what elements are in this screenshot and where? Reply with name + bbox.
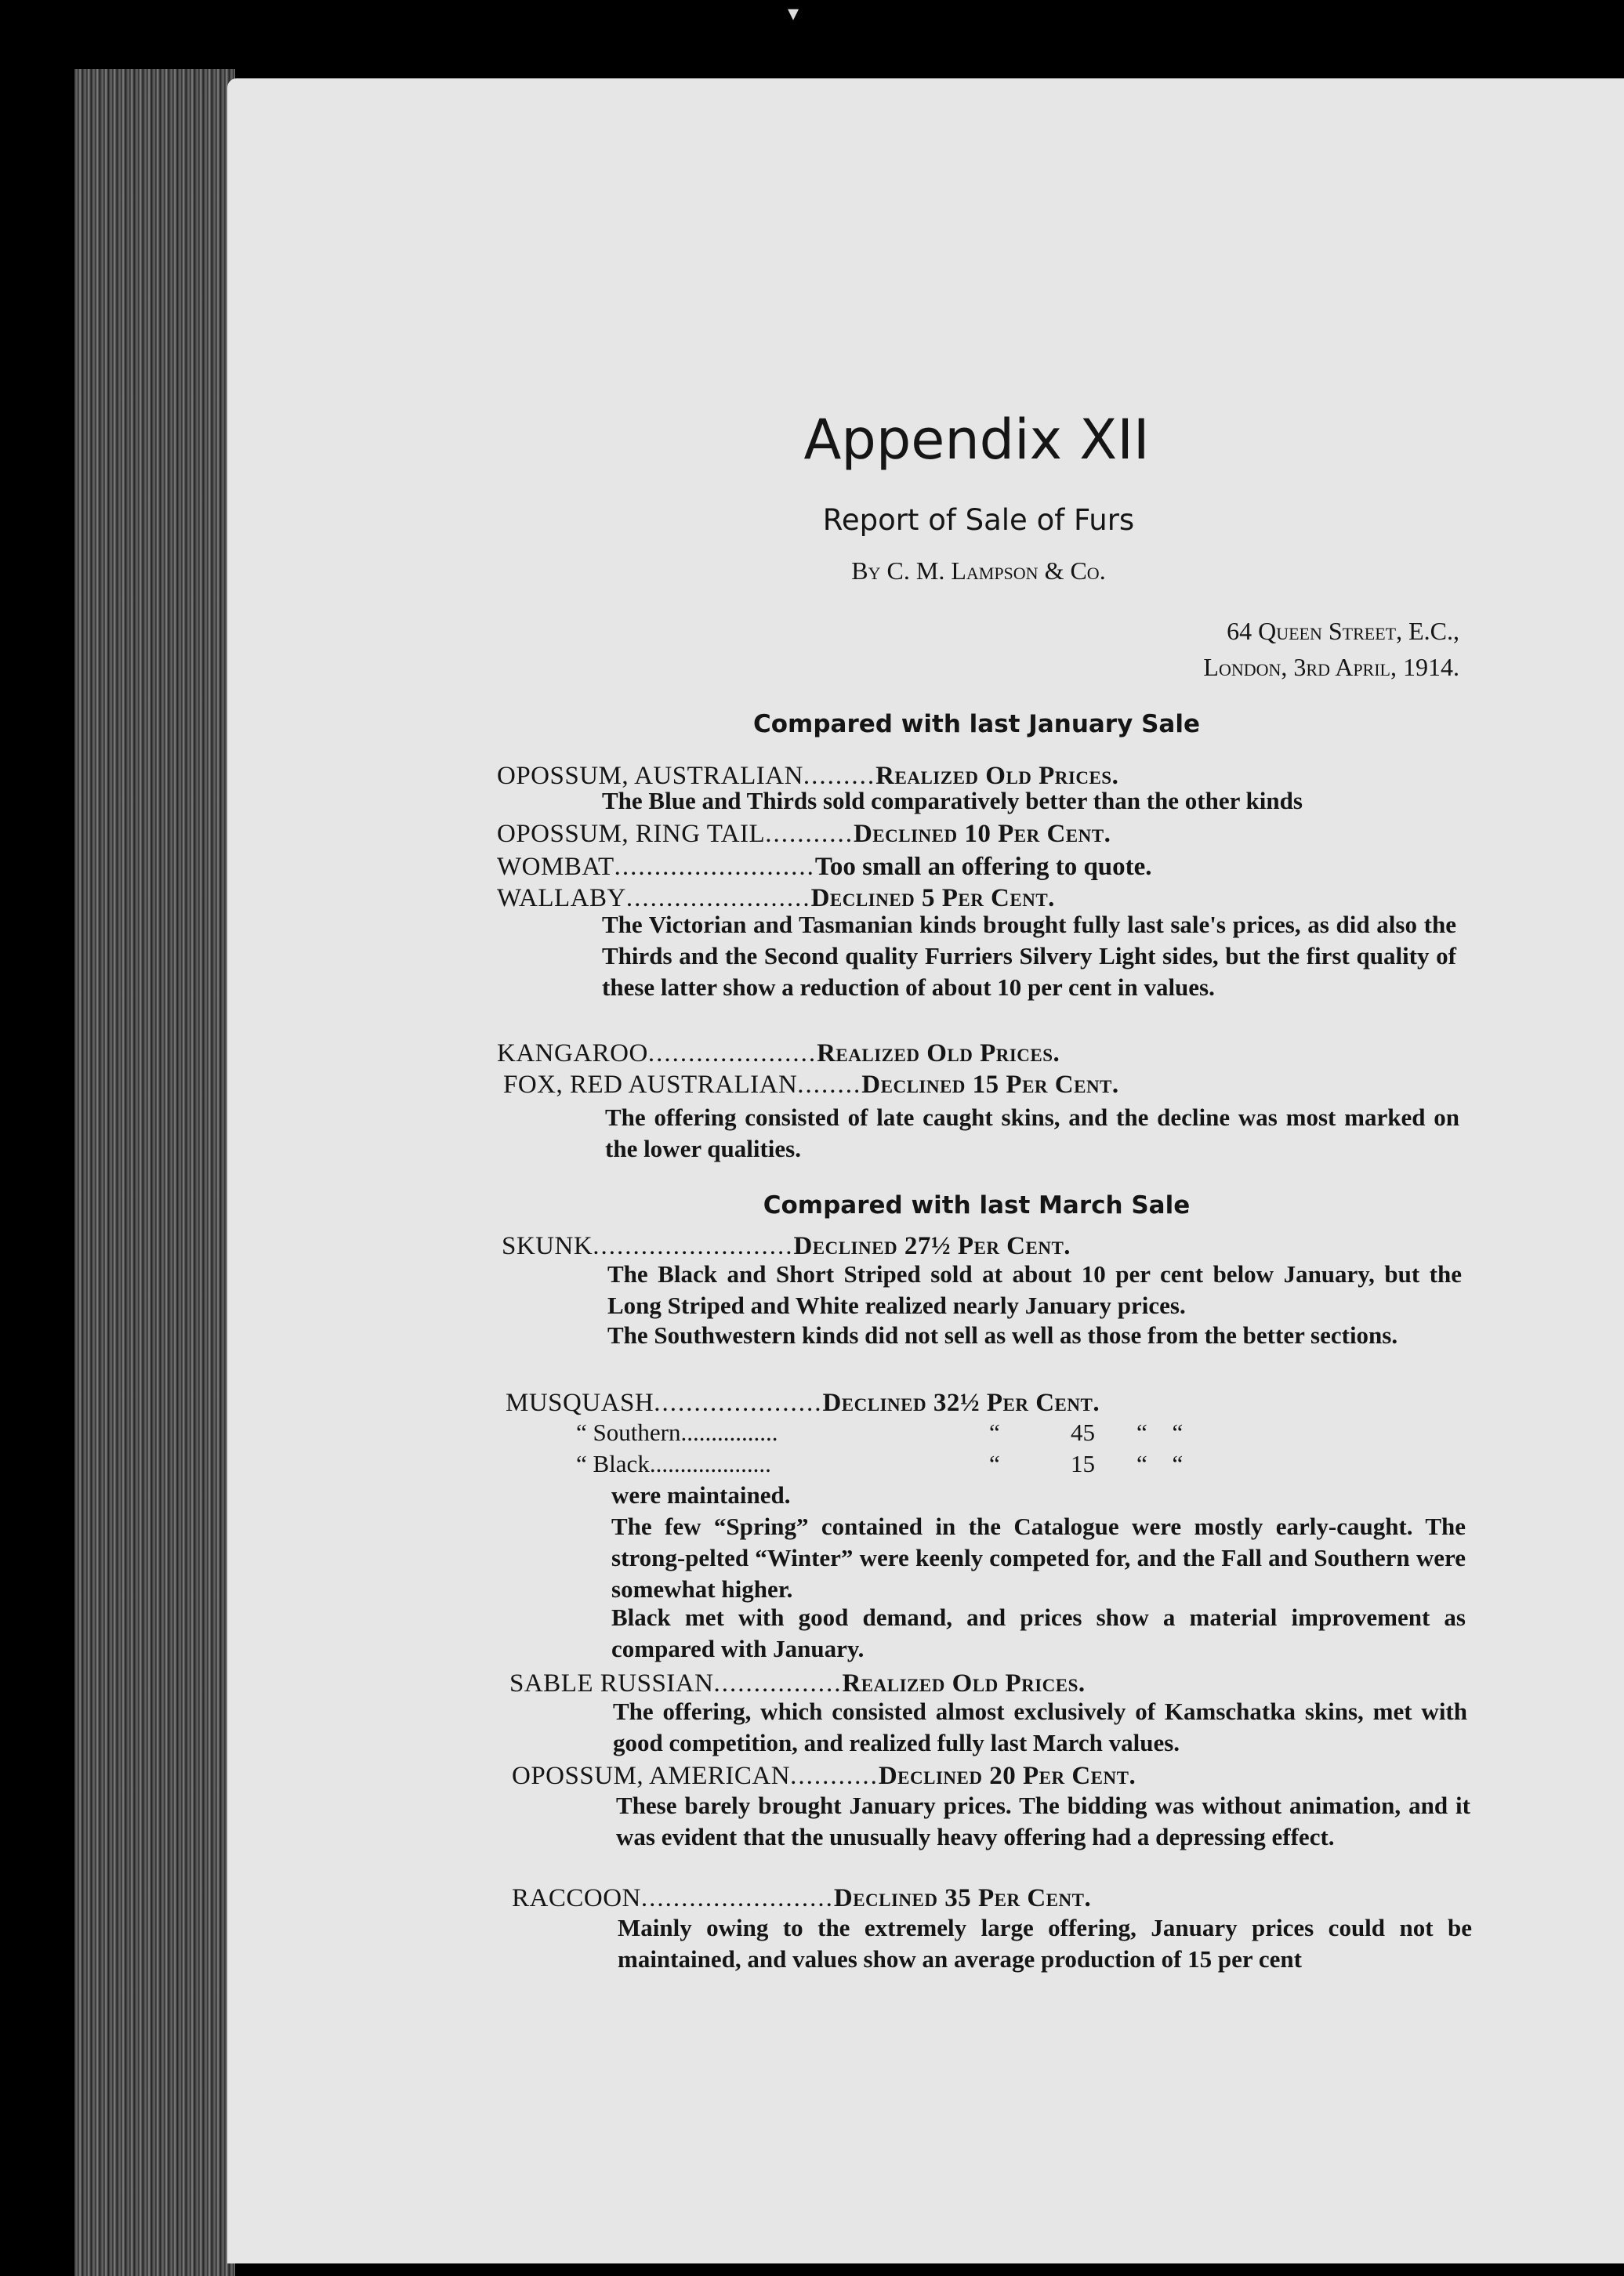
fur-name: WALLABY [497,884,626,912]
leader-dots: ..................... [647,1039,817,1067]
fur-name: OPOSSUM, RING TAIL [497,820,766,848]
leader-dots: ........................ [640,1884,834,1912]
report-byline: By C. M. Lampson & Co. [851,556,1106,585]
fur-note: The offering consisted of late caught skins, and the decline was most marked on the lower qualities. [605,1104,1459,1162]
book-page-edge [74,69,235,2276]
sub-label: “ Southern [576,1419,681,1446]
fur-note: The Black and Short Striped sold at about 10 per cent below January, but the Long Striped and White realized nearly January prices. [607,1260,1462,1319]
fur-name: SKUNK [502,1232,593,1260]
fur-note: The offering, which consisted almost exclusively of Kamschatka skins, met with good competition, and realized fully last March values. [613,1698,1467,1756]
appendix-title: Appendix XII [803,408,1150,472]
address-line-2: London, 3rd April, 1914. [1203,653,1459,681]
fur-note: The Southwestern kinds did not sell as well as those from the better sections. [607,1321,1398,1349]
leader-dots: ........ [797,1071,862,1099]
fur-note: These barely brought January prices. The bidding was without animation, and it was evident that the unusually heavy offering had a depressing effect. [616,1792,1470,1850]
fur-note: Mainly owing to the extremely large offering, January prices could not be maintained, and values show an average production of 15 per cent [618,1914,1472,1973]
leader-dots: ......... [803,762,876,790]
sale-result: Declined 32½ Per Cent. [822,1389,1100,1417]
leader-dots: .................... [649,1450,771,1477]
report-subtitle: Report of Sale of Furs [822,503,1135,537]
leader-dots: ........... [765,820,854,848]
fur-note: were maintained. [611,1481,791,1509]
leader-dots: ................ [680,1419,778,1446]
leader-dots: ..................... [654,1389,823,1417]
leader-dots: ......................... [614,853,815,881]
sale-result: Declined 27½ Per Cent. [793,1232,1071,1260]
fur-name: OPOSSUM, AMERICAN [512,1762,791,1790]
section-heading: Compared with last March Sale [763,1191,1191,1220]
fur-note: The few “Spring” contained in the Catalogue were mostly early-caught. The strong-pelted “Winter” were keenly competed for, and the Fall and Southern were somewhat higher. [611,1513,1466,1603]
sale-result: Declined 15 Per Cent. [861,1071,1119,1099]
sale-result: Declined 20 Per Cent. [878,1762,1136,1790]
address-block [1203,613,1459,685]
fur-entry [506,1387,1100,1419]
address-line-1: 64 Queen Street, E.C., [1227,617,1459,645]
fur-name: FOX, RED AUSTRALIAN [503,1071,798,1099]
fur-entry [497,818,1111,850]
section-heading: Compared with last January Sale [752,710,1200,738]
sale-result: Realized Old Prices. [842,1669,1086,1698]
fur-note: The Victorian and Tasmanian kinds brought fully last sale's prices, as did also the Thirds and the Second quality Furriers Silvery Light sides, but the first quality of these latter show a reduction of about 10 per cent in values. [602,911,1456,1001]
fur-entry [512,1760,1136,1792]
fur-entry [497,851,1152,882]
leader-dots: ....................... [625,884,811,912]
sale-result: Declined 10 Per Cent. [853,820,1111,848]
sub-label: “ Black [576,1450,650,1477]
sub-value: 15 [1071,1450,1095,1477]
fur-entry [502,1230,1071,1262]
sale-result: Declined 5 Per Cent. [810,884,1055,912]
fur-name: OPOSSUM, AUSTRALIAN [497,762,803,790]
ditto-mark: “ [989,1419,1000,1446]
musquash-sub-row [576,1417,778,1448]
ditto-mark: “ “ [1136,1419,1184,1446]
fur-name: WOMBAT [497,853,614,881]
fur-name: KANGAROO [497,1039,648,1067]
fur-entry [509,1668,1086,1699]
ditto-mark: “ [989,1450,1000,1477]
ditto-mark: “ “ [1136,1450,1184,1477]
fur-note: The Blue and Thirds sold comparatively better than the other kinds [602,787,1303,814]
leader-dots: ......................... [593,1232,794,1260]
musquash-sub-row [576,1448,771,1480]
fur-note: Black met with good demand, and prices show a material improvement as compared with January. [611,1604,1466,1662]
fur-entry [497,1038,1060,1069]
leader-dots: ........... [790,1762,879,1790]
fur-name: SABLE RUSSIAN [509,1669,714,1698]
sale-result: Realized Old Prices. [875,762,1119,790]
fur-entry [503,1069,1119,1100]
fur-entry [512,1883,1091,1914]
scan-artifact: ▾ [788,2,799,26]
sale-result: Realized Old Prices. [817,1039,1060,1067]
leader-dots: ................ [713,1669,843,1698]
fur-name: MUSQUASH [506,1389,654,1417]
sale-result: Too small an offering to quote. [814,853,1152,881]
sub-value: 45 [1071,1419,1095,1446]
fur-name: RACCOON [512,1884,641,1912]
sale-result: Declined 35 Per Cent. [833,1884,1092,1912]
